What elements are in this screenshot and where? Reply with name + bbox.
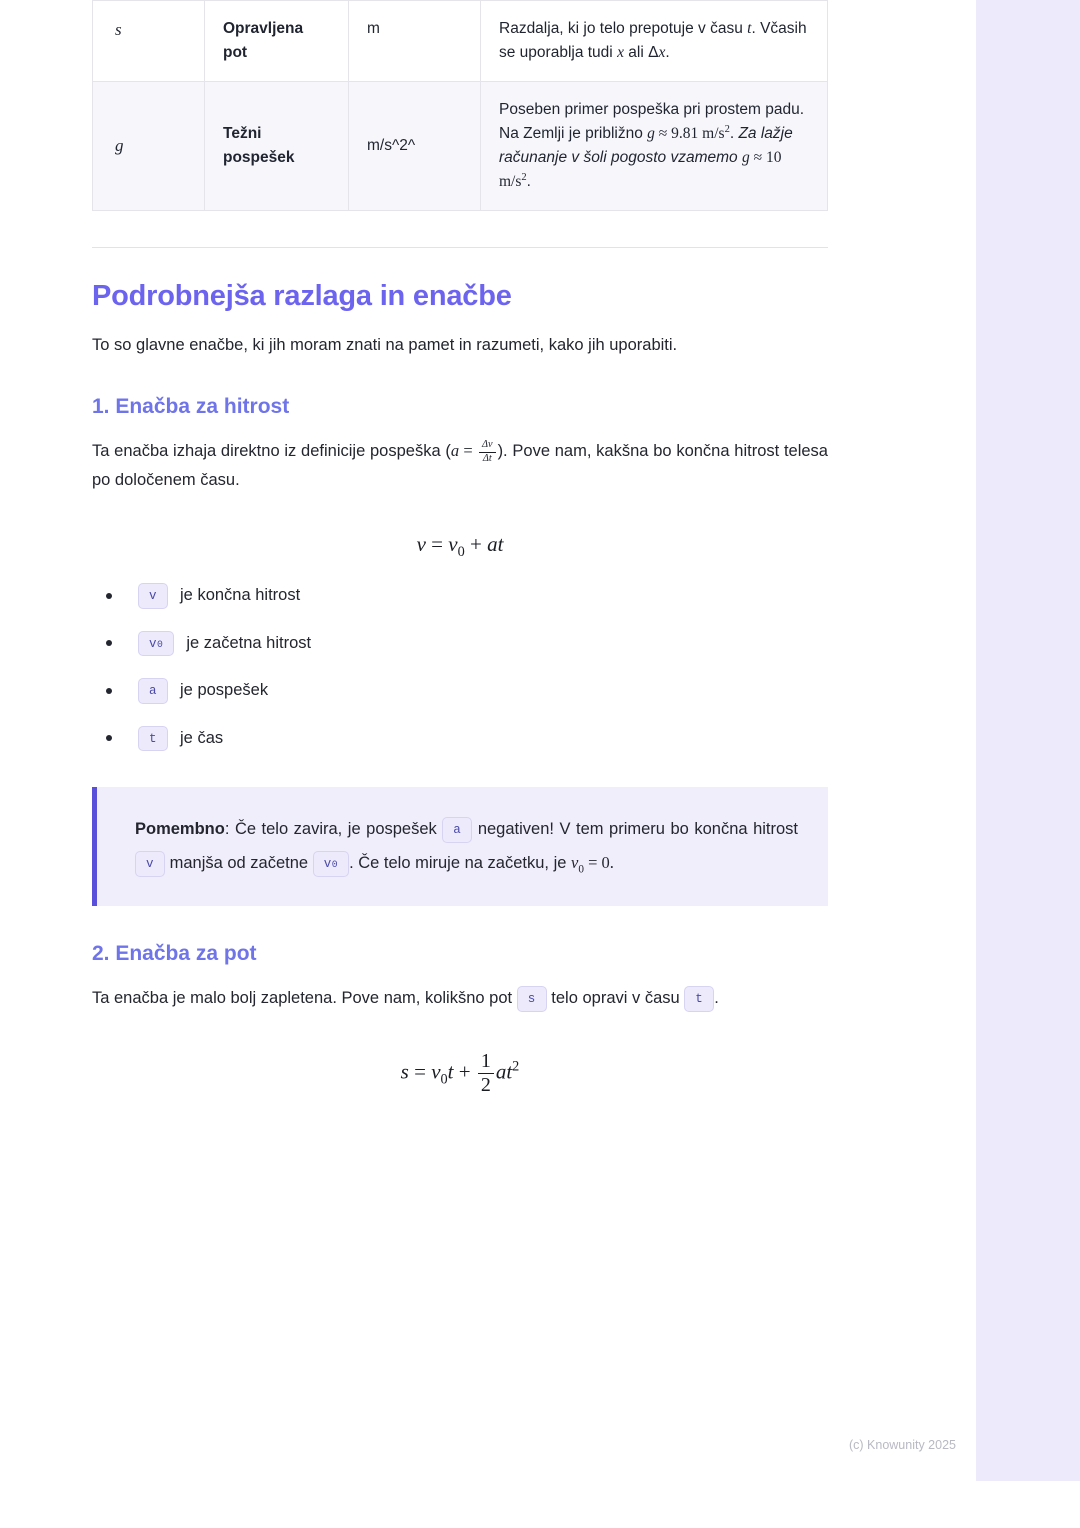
- callout-text: [135, 813, 798, 880]
- formula-s: s: [400, 1058, 409, 1083]
- callout-math-v-sub: 0: [578, 863, 584, 876]
- chip-text: v: [149, 589, 158, 604]
- chip-sub: 0: [331, 859, 339, 871]
- bullet-dot: [106, 688, 112, 694]
- list-item: [92, 678, 828, 704]
- cell-unit: m: [349, 1, 481, 82]
- fraction-denominator: 2: [480, 1073, 491, 1096]
- desc-italic-x: x: [617, 44, 624, 62]
- formula-v: v: [416, 532, 426, 557]
- inline-fraction: [479, 440, 496, 464]
- formula-distance: [92, 1051, 828, 1096]
- formula-v0-sub: 0: [457, 544, 465, 561]
- desc-italic-note-2: ≈ 10 m/s: [499, 149, 782, 191]
- eq2-text-post: .: [714, 989, 719, 1008]
- code-chip-s: [517, 986, 547, 1012]
- formula-t: t: [447, 1058, 454, 1083]
- page-title: Podrobnejša razlaga in enačbe: [92, 280, 512, 313]
- chip-text: t: [695, 992, 704, 1007]
- code-chip-a: [138, 678, 168, 704]
- desc-text-4: .: [665, 44, 670, 62]
- code-chip-v: [138, 583, 168, 609]
- table-row: [93, 82, 828, 211]
- right-panel-edge: [969, 0, 976, 1481]
- desc-text-3: .: [729, 125, 739, 143]
- code-chip-t: [684, 986, 714, 1012]
- desc-italic-note: Za lažje računanje v šoli pogosto vzamemo: [499, 125, 793, 167]
- section-divider: [92, 247, 828, 248]
- formula-at: at: [495, 1058, 513, 1083]
- table-row: [93, 1, 828, 82]
- list-item-label: je začetna hitrost: [186, 633, 312, 652]
- desc-text-3: ali Δ: [623, 44, 659, 62]
- formula-v0: v: [431, 1058, 441, 1083]
- formula-plus: +: [453, 1058, 476, 1083]
- right-side-panel: [976, 0, 1080, 1481]
- equation-2-paragraph: [92, 984, 828, 1012]
- code-chip-v0: [138, 631, 174, 657]
- cell-description: [481, 82, 828, 211]
- heading-equation-2: 2. Enačba za pot: [92, 942, 257, 966]
- desc-text-end: .: [526, 173, 531, 191]
- fraction-denominator: Δt: [482, 452, 492, 464]
- chip-text: t: [149, 731, 158, 746]
- code-chip-a: [442, 817, 472, 843]
- list-item-label: je končna hitrost: [180, 586, 301, 605]
- fraction-numerator: Δv: [479, 440, 496, 453]
- desc-italic-g: g: [647, 125, 655, 143]
- formula-v0-sub: 0: [440, 1071, 448, 1088]
- eq1-var-a: a: [450, 441, 460, 461]
- bullet-dot: [106, 640, 112, 646]
- callout-text-2: negativen! V tem primeru bo končna hitrost: [472, 820, 798, 839]
- list-item-label: je pospešek: [180, 681, 269, 700]
- list-item: [92, 726, 828, 752]
- chip-text: s: [527, 992, 536, 1007]
- cell-description: [481, 1, 828, 82]
- cell-unit: m/s^2^: [349, 82, 481, 211]
- desc-text-1: Poseben primer pospeška pri prostem padu. Na Zemlji je približno: [499, 101, 804, 143]
- chip-text: v: [149, 636, 158, 651]
- eq1-text-pre: Ta enačba izhaja direktno iz definicije pospeška (: [92, 442, 451, 461]
- callout-text-4: . Če telo miruje na začetku, je: [349, 854, 571, 873]
- code-chip-v: [135, 851, 165, 877]
- cell-symbol: g: [93, 82, 205, 211]
- chip-text: v: [146, 857, 155, 872]
- callout-math-v: v: [571, 853, 579, 873]
- cell-symbol: s: [93, 1, 205, 82]
- formula-v0: v: [448, 532, 458, 557]
- code-chip-t: [138, 726, 168, 752]
- desc-sup-2: 2: [521, 171, 527, 183]
- list-item: [92, 583, 828, 609]
- eq1-equals: =: [459, 441, 478, 461]
- formula-fraction: [478, 1051, 494, 1096]
- code-chip-v0: [313, 851, 349, 877]
- chip-sub: 0: [157, 638, 164, 650]
- list-item: [92, 631, 828, 657]
- callout-important: [92, 787, 828, 906]
- callout-text-1: : Če telo zavira, je pospešek: [224, 820, 443, 839]
- desc-text-1: Razdalja, ki jo telo prepotuje v času: [499, 20, 748, 37]
- fraction-numerator: 1: [478, 1051, 494, 1074]
- watermark: (c) Knowunity 2025: [848, 1438, 956, 1452]
- section-intro: To so glavne enačbe, ki jih moram znati na pamet in razumeti, kako jih uporabiti.: [92, 336, 678, 355]
- bullet-dot: [106, 593, 112, 599]
- formula-equals: =: [408, 1058, 432, 1083]
- chip-text: a: [149, 684, 158, 699]
- cell-name: Opravljena pot: [205, 1, 349, 82]
- formula-equals: =: [425, 532, 449, 557]
- chip-text: a: [453, 823, 462, 838]
- desc-sup-1: 2: [724, 123, 730, 135]
- callout-text-3: manjša od začetne: [165, 854, 313, 873]
- cell-name: Težni pospešek: [205, 82, 349, 211]
- desc-italic-note-g: g: [741, 149, 750, 167]
- desc-italic-dx: x: [658, 44, 666, 62]
- desc-text-2: . Včasih se uporablja tudi: [499, 20, 807, 62]
- desc-italic-t: t: [747, 20, 752, 37]
- variables-table: [92, 0, 828, 211]
- formula-at: at: [487, 532, 504, 557]
- callout-math-eq: = 0.: [583, 853, 614, 873]
- bullet-dot: [106, 735, 112, 741]
- formula-at-exponent: 2: [512, 1057, 520, 1074]
- heading-equation-1: 1. Enačba za hitrost: [92, 395, 290, 419]
- definition-list: [92, 583, 828, 751]
- equation-1-paragraph: [92, 437, 828, 494]
- desc-text-2: ≈ 9.81 m/s: [654, 125, 725, 143]
- formula-velocity: [92, 532, 828, 561]
- callout-label: Pomembno: [135, 820, 225, 839]
- chip-text: v: [323, 857, 332, 872]
- eq1-text-post: ). Pove nam, kakšna bo končna hitrost telesa po določenem času.: [92, 442, 828, 489]
- document-content: [92, 0, 828, 1095]
- eq2-text-pre: Ta enačba je malo bolj zapletena. Pove nam, kolikšno pot: [92, 989, 517, 1008]
- eq2-text-mid: telo opravi v času: [546, 989, 685, 1008]
- formula-plus: +: [464, 532, 488, 557]
- list-item-label: je čas: [180, 728, 224, 747]
